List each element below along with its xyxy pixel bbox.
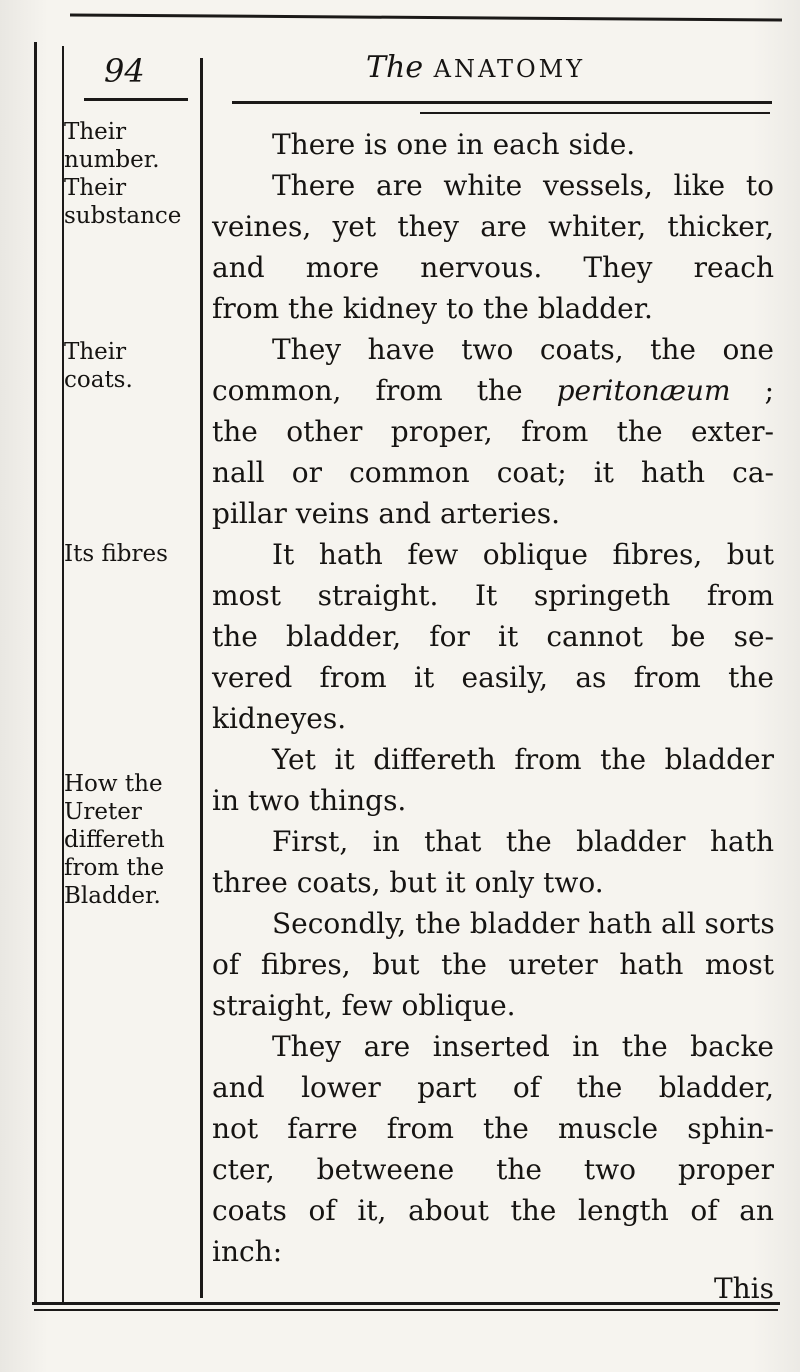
body-text <box>212 124 774 1272</box>
text-line: pillar veins and arteries. <box>212 497 561 530</box>
margin-note-number-substance: Their number. Their substance <box>64 119 182 229</box>
header-rule-left <box>84 98 188 101</box>
text-line: three coats, but it only two. <box>212 866 604 899</box>
top-rule <box>70 14 782 22</box>
left-border <box>34 42 37 1304</box>
catchword: This <box>713 1272 774 1305</box>
text-line: They have two coats, the one <box>272 333 774 366</box>
text-fragment: ; <box>764 374 775 407</box>
left-inner-border <box>62 46 64 1302</box>
header-rule-right <box>232 101 772 104</box>
margin-note-ureter-bladder: How the Ureter differeth from the Bladder. <box>64 771 165 909</box>
margin-column-divider <box>200 58 203 1298</box>
text-line: veines, yet they are whiter, thicker, <box>212 210 774 243</box>
text-line: not farre from the muscle sphin- <box>212 1112 774 1145</box>
text-fragment: common, from the <box>212 374 523 407</box>
text-line: coats of it, about the length of an <box>212 1194 774 1227</box>
bottom-rule-thin <box>34 1309 778 1311</box>
text-line: and more nervous. They reach <box>212 251 774 284</box>
text-line: straight, few oblique. <box>212 989 516 1022</box>
text-line: most straight. It springeth from <box>212 579 774 612</box>
running-head <box>366 50 585 85</box>
text-line: nall or common coat; it hath ca- <box>212 456 774 489</box>
text-line: Secondly, the bladder hath all sorts <box>272 907 775 940</box>
running-head-title: ANATOMY <box>433 55 586 83</box>
text-line: There is one in each side. <box>272 128 636 161</box>
catchword-row <box>212 1272 774 1306</box>
page-number: 94 <box>104 52 145 90</box>
text-line: They are inserted in the backe <box>272 1030 774 1063</box>
running-head-prefix: The <box>366 50 424 85</box>
text-line: Yet it differeth from the bladder <box>272 743 774 776</box>
text-line: It hath few oblique fibres, but <box>272 538 774 571</box>
text-line: There are white vessels, like to <box>272 169 774 202</box>
text-line: vered from it easily, as from the <box>212 661 774 694</box>
margin-note-fibres: Its fibres <box>64 541 168 567</box>
text-line: from the kidney to the bladder. <box>212 292 653 325</box>
text-line: First, in that the bladder hath <box>272 825 774 858</box>
text-line <box>212 370 774 411</box>
italic-term: peritonæum <box>556 374 731 407</box>
text-line: the other proper, from the exter- <box>212 415 774 448</box>
text-line: in two things. <box>212 784 407 817</box>
text-line: inch: <box>212 1235 283 1268</box>
header-rule-right-thin <box>420 112 770 114</box>
text-line: kidneyes. <box>212 702 347 735</box>
text-line: cter, betweene the two proper <box>212 1153 774 1186</box>
text-line: of fibres, but the ureter hath most <box>212 948 774 981</box>
text-line: the bladder, for it cannot be se- <box>212 620 774 653</box>
text-line: and lower part of the bladder, <box>212 1071 774 1104</box>
margin-note-coats: Their coats. <box>64 339 133 393</box>
